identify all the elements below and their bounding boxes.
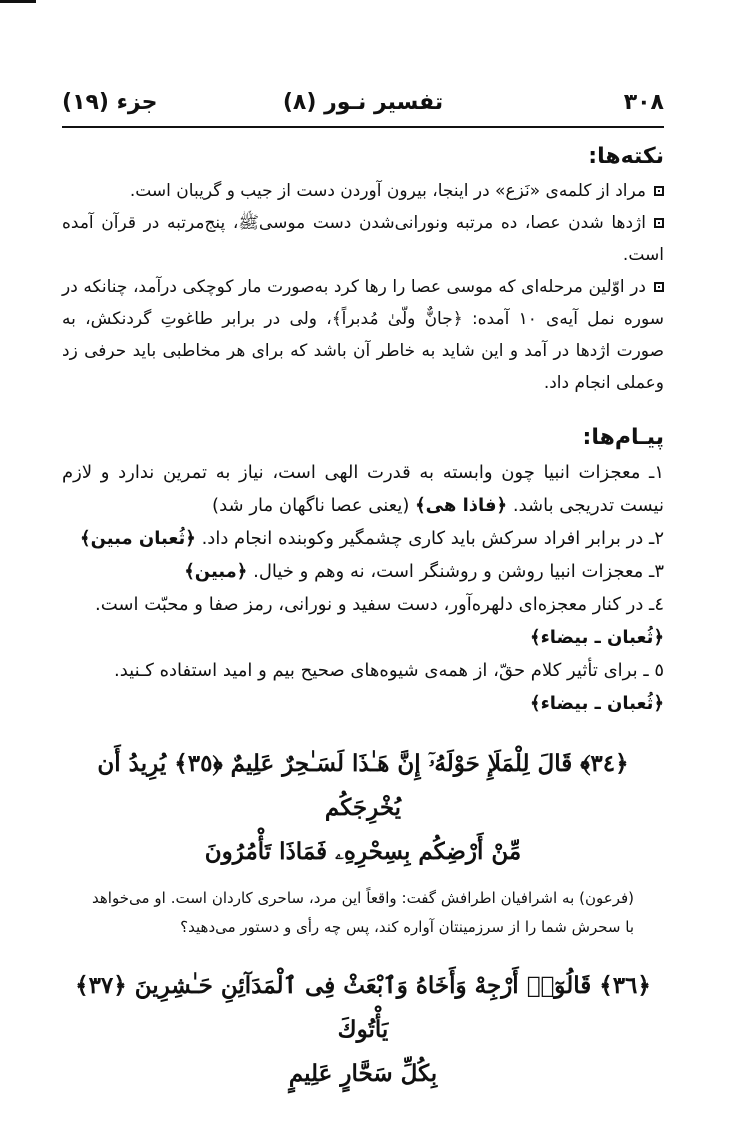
notes-heading: نکته‌ها: xyxy=(588,144,664,169)
messages-heading: پیـام‌ها: xyxy=(582,425,664,450)
note-item xyxy=(62,207,664,271)
square-bullet-icon xyxy=(654,186,664,196)
quran-ref: ﴿مبین﴾ xyxy=(184,561,248,582)
message-item xyxy=(62,522,664,555)
verse-line: ﴿٣٦﴾ قَالُوٓا۟ أَرْجِهْ وَأَخَاهُ وَٱبْعَثْ فِى ٱلْمَدَآئِنِ حَـٰشِرِينَ ﴿٣٧﴾ يَأْتُوكَ xyxy=(75,972,651,1043)
message-text: ٤ـ در کنار معجزه‌ای دلهره‌آور، دست سفید و نورانی، رمز صفا و محبّت است. xyxy=(95,594,664,615)
note-item xyxy=(62,271,664,399)
verse-line: مِّنْ أَرْضِكُم بِسِحْرِهِۦ فَمَاذَا تَأْمُرُونَ xyxy=(204,838,522,865)
book-title: تفسیر نـور (۸) xyxy=(282,90,444,115)
part-label: جزء (۱۹) xyxy=(62,90,158,115)
message-item xyxy=(62,456,664,522)
note-text: اژدها شدن عصا، ده مرتبه ونورانی‌شدن دست موسیﷺ، پنج‌مرتبه در قرآن آمده است. xyxy=(62,213,664,265)
square-bullet-icon xyxy=(654,218,664,228)
verse-line: ﴿٣٤﴾ قَالَ لِلْمَلَإِ حَوْلَهُۥٓ إِنَّ هَـٰذَا لَسَـٰحِرٌ عَلِيمٌ ﴿٣٥﴾ يُرِيدُ أَن يُخْرِجَكُم xyxy=(97,750,629,821)
message-item xyxy=(62,555,664,588)
quran-verse xyxy=(62,964,664,1096)
note-text: مراد از کلمه‌ی «نَزع» در اینجا، بیرون آوردن دست از جیب و گریبان است. xyxy=(129,181,646,201)
message-item xyxy=(62,654,664,720)
header-rule xyxy=(62,126,664,128)
quran-ref: ﴿ثُعبان ـ بیضاء﴾ xyxy=(530,627,664,648)
verse-line: بِكُلِّ سَحَّارٍ عَلِيمٍ xyxy=(288,1060,438,1087)
page-number: ۳۰۸ xyxy=(623,90,664,115)
quran-ref: ﴿فاذا هی﴾ xyxy=(415,495,508,516)
quran-ref: ﴿ثُعبان مبین﴾ xyxy=(80,528,196,549)
message-text: ۲ـ در برابر افراد سرکش باید کاری چشمگیر وکوبنده انجام داد. xyxy=(201,528,664,549)
message-extra: (یعنی عصا ناگهان مار شد) xyxy=(212,495,410,516)
message-text: ۱ـ معجزات انبیا چون وابسته به قدرت الهی است، نیاز به تمرین ندارد و لازم نیست تدریجی باشد. xyxy=(62,462,664,516)
note-item xyxy=(62,175,664,207)
square-bullet-icon xyxy=(654,282,664,292)
running-header xyxy=(62,90,664,124)
message-text: ٥ ـ برای تأثیر کلام حقّ، از همه‌ی شیوه‌های صحیح بیم و امید استفاده کـنید. xyxy=(113,660,664,681)
message-text: ۳ـ معجزات انبیا روشن و روشنگر است، نه وهم و خیال. xyxy=(253,561,664,582)
corner-mark xyxy=(0,0,36,3)
quran-ref: ﴿ثُعبان ـ بیضاء﴾ xyxy=(530,693,664,714)
verse-translation: (فرعون) به اشرافیان اطرافش گفت: واقعاً این مرد، ساحری کاردان است. او می‌خواهد با سحرش شما را از سرزمینتان آواره کند، پس چه رأی و دستور می‌دهید؟ xyxy=(92,889,634,936)
note-text: در اوّلین مرحله‌ای که موسی عصا را رها کرد به‌صورت مار کوچکی درآمد، چنانکه در سوره نمل آیه‌ی ۱۰ آمده: ﴿جانٌّ ولّیٰ مُدبراً﴾، ولی در برابر طاغوتِ گردنکش، به صورت اژدها در آمد و این شاید به خاطر آن باشد که برای هر مخاطبی باید حرفی زد وعملی انجام داد. xyxy=(62,277,664,393)
message-item xyxy=(62,588,664,654)
quran-verse xyxy=(62,742,664,874)
page xyxy=(62,90,664,1106)
